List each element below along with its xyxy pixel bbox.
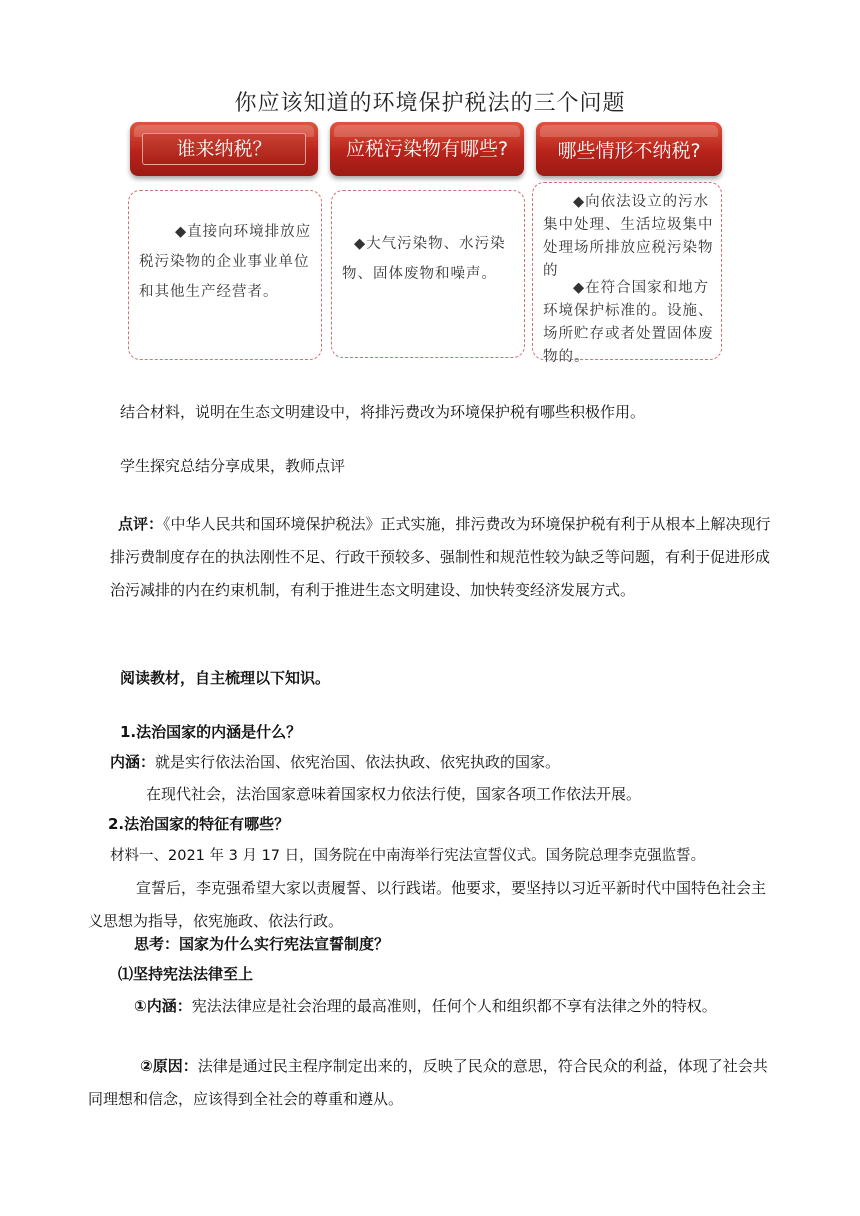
comment-paragraph	[110, 508, 780, 607]
exemptions-banner	[536, 122, 722, 176]
q2-material1-cont: 宣誓后，李克强希望大家以责履誓、以行践诺。他要求，要坚持以习近平新时代中国特色社会主义思想为指导，依宪施政、依法行政。	[88, 879, 767, 930]
q2-sub1-label: ①内涵：	[134, 997, 192, 1015]
q2-sub2-text: 法律是通过民主程序制定出来的，反映了民众的意思，符合民众的利益，体现了社会共同理想和信念，应该得到全社会的尊重和遵从。	[88, 1057, 768, 1108]
question-intro: 结合材料，说明在生态文明建设中，将排污费改为环境保护税有哪些积极作用。	[120, 403, 646, 421]
q2-material1: 材料一、2021 年 3 月 17 日，国务院在中南海举行宪法宣誓仪式。国务院总理李克强监誓。	[110, 848, 706, 864]
exemptions-box	[532, 182, 722, 365]
taxable-pollutants-label: 应税污染物有哪些?	[345, 138, 509, 160]
q2-sub1-text: 宪法法律应是社会治理的最高准则，任何个人和组织都不享有法律之外的特权。	[191, 997, 717, 1015]
comment-label: 点评：	[118, 515, 164, 533]
who-pays-box	[128, 190, 322, 360]
q1-label: 内涵：	[110, 753, 156, 771]
q2-sub1	[88, 990, 780, 1023]
q1-definition	[110, 746, 780, 779]
q2-sub2-label: ②原因：	[140, 1057, 198, 1075]
who-pays-banner	[130, 122, 318, 176]
reading-task: 阅读教材，自主梳理以下知识。	[120, 669, 331, 687]
student-share: 学生探究总结分享成果，教师点评	[120, 457, 346, 475]
taxable-pollutants-banner	[330, 122, 524, 176]
taxable-pollutants-text: ◆大气污染物、水污染物、固体废物和噪声。	[342, 236, 506, 282]
q2-heading: 2.法治国家的特征有哪些？	[108, 815, 290, 833]
q1-text2: 在现代社会，法治国家意味着国家权力依法行使，国家各项工作依法开展。	[146, 785, 642, 803]
q2-think: 思考：国家为什么实行宪法宣誓制度？	[134, 935, 390, 953]
who-pays-label: 谁来纳税？	[142, 133, 306, 165]
exemptions-text-1: ◆向依法设立的污水集中处理、生活垃圾集中处理场所排放应税污染物的	[543, 194, 714, 279]
q1-text: 就是实行依法治国、依宪治国、依法执政、依宪执政的国家。	[155, 753, 561, 771]
taxable-pollutants-box	[331, 190, 525, 358]
exemptions-text-2: ◆在符合国家和地方环境保护标准的。设施、场所贮存或者处置固体废物的。	[543, 280, 714, 365]
exemptions-label: 哪些情形不纳税?	[557, 140, 701, 162]
q2-point1: ⑴坚持宪法法律至上	[118, 965, 254, 983]
infographic-title: 你应该知道的环境保护税法的三个问题	[234, 91, 626, 116]
q2-sub2	[88, 1050, 780, 1116]
who-pays-text: ◆直接向环境排放应税污染物的企业事业单位和其他生产经营者。	[139, 224, 312, 300]
q1-heading: 1.法治国家的内涵是什么？	[120, 723, 302, 741]
comment-text: 《中华人民共和国环境保护税法》正式实施，排污费改为环境保护税有利于从根本上解决现行排污费制度存在的执法刚性不足、行政干预较多、强制性和规范性较为缺乏等问题，有利于促进形成治污减排的内在约束机制，有利于推进生态文明建设、加快转变经济发展方式。	[110, 515, 771, 599]
